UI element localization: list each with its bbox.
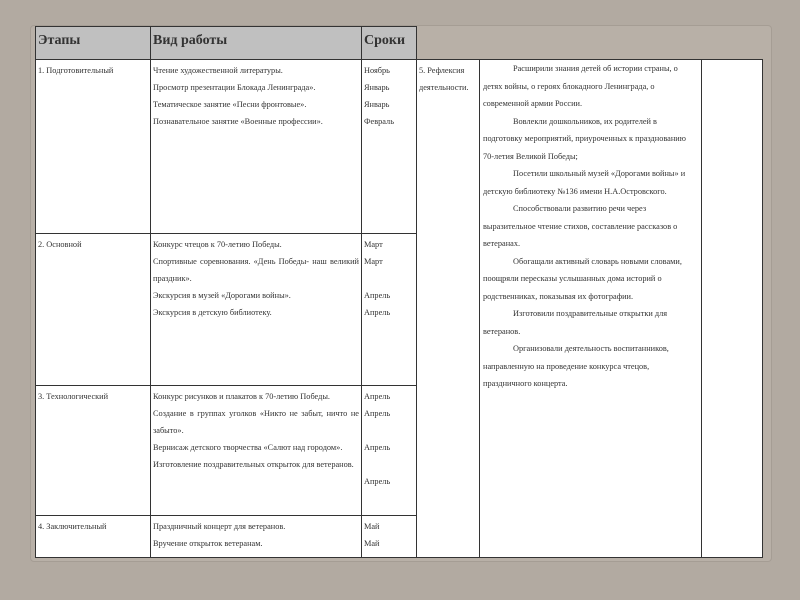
work-item: Спортивные соревнования. «День Победы- наш великий праздник». xyxy=(153,257,359,283)
reflection-paragraph: Организовали деятельность воспитанников, направленную на проведение конкурса чтецов, праздничного концерта. xyxy=(483,344,669,388)
work-cell xyxy=(150,515,362,558)
work-item: Просмотр презентации Блокада Ленинграда». xyxy=(153,83,316,92)
work-item: Изготовление поздравительных открыток для ветеранов. xyxy=(153,460,354,469)
work-item: Конкурс рисунков и плакатов к 70-летию Победы. xyxy=(153,392,331,401)
terms-cell xyxy=(361,515,417,558)
stage-label: 3. Технологический xyxy=(38,392,109,401)
term-item: Ноябрь xyxy=(364,66,390,75)
header-work: Вид работы xyxy=(150,26,362,60)
term-item: Апрель xyxy=(364,308,391,317)
reflection-stage xyxy=(416,59,480,558)
reflection-paragraph: Обогащали активный словарь новыми словами, поощряли пересказы услышанных дома историй о родственниках, показывая их фотографии. xyxy=(483,256,682,301)
reflection-paragraph: Вовлекли дошкольников, их родителей в подготовку мероприятий, приуроченных к празднованию 70-летия Великой Победы; xyxy=(483,116,686,161)
term-item: Апрель xyxy=(364,443,391,452)
term-item: Апрель xyxy=(364,392,391,401)
work-item: Тематическое занятие «Песни фронтовые». xyxy=(153,100,307,109)
term-item: Январь xyxy=(364,100,390,109)
term-item xyxy=(364,270,414,287)
terms-cell xyxy=(361,385,417,516)
term-item: Май xyxy=(364,539,380,548)
reflection-stage-label: 5. Рефлексия деятельности. xyxy=(419,66,469,92)
stage-label: 4. Заключительный xyxy=(38,522,107,531)
reflection-paragraph: Посетили школьный музей «Дорогами войны» и детскую библиотеку №136 имени Н.А.Островского. xyxy=(483,169,686,196)
reflection-results xyxy=(479,59,702,558)
terms-cell xyxy=(361,59,417,234)
reflection-paragraph: Изготовили поздравительные открытки для ветеранов. xyxy=(483,309,668,336)
reflection-paragraph: Расширили знания детей об истории страны, о детях войны, о героях блокадного Ленинграда, о современной армии России. xyxy=(483,64,678,108)
work-cell xyxy=(150,385,362,516)
work-item: Конкурс чтецов к 70-летию Победы. xyxy=(153,240,282,249)
reflection-paragraph: Способствовали развитию речи через выразительное чтение стихов, составление рассказов о ветеранах. xyxy=(483,204,678,248)
work-cell xyxy=(150,59,362,234)
work-item: Экскурсия в детскую библиотеку. xyxy=(153,308,272,317)
work-item: Познавательное занятие «Военные профессии». xyxy=(153,117,323,126)
term-item: Март xyxy=(364,240,383,249)
work-item: Создание в группах уголков «Никто не забыт, ничто не забыто». xyxy=(153,409,359,435)
header-terms: Сроки xyxy=(361,26,417,60)
reflection-empty-cell xyxy=(701,59,763,558)
work-item: Чтение художественной литературы. xyxy=(153,66,283,75)
term-item: Февраль xyxy=(364,117,394,126)
term-item xyxy=(364,422,414,439)
header-stage: Этапы xyxy=(35,26,151,60)
work-item: Экскурсия в музей «Дорогами войны». xyxy=(153,291,291,300)
stage-cell xyxy=(35,515,151,558)
stage-label: 1. Подготовительный xyxy=(38,66,114,75)
work-item: Вернисаж детского творчества «Салют над городом». xyxy=(153,443,343,452)
term-item xyxy=(364,456,414,473)
stage-label: 2. Основной xyxy=(38,240,82,249)
work-item: Праздничный концерт для ветеранов. xyxy=(153,522,286,531)
stage-cell xyxy=(35,233,151,386)
term-item: Апрель xyxy=(364,409,391,418)
term-item: Январь xyxy=(364,83,390,92)
term-item: Май xyxy=(364,522,380,531)
stage-cell xyxy=(35,385,151,516)
term-item: Март xyxy=(364,257,383,266)
term-item: Апрель xyxy=(364,291,391,300)
stage-cell xyxy=(35,59,151,234)
terms-cell xyxy=(361,233,417,386)
work-item: Вручение открыток ветеранам. xyxy=(153,539,263,548)
work-cell xyxy=(150,233,362,386)
term-item: Апрель xyxy=(364,477,391,486)
